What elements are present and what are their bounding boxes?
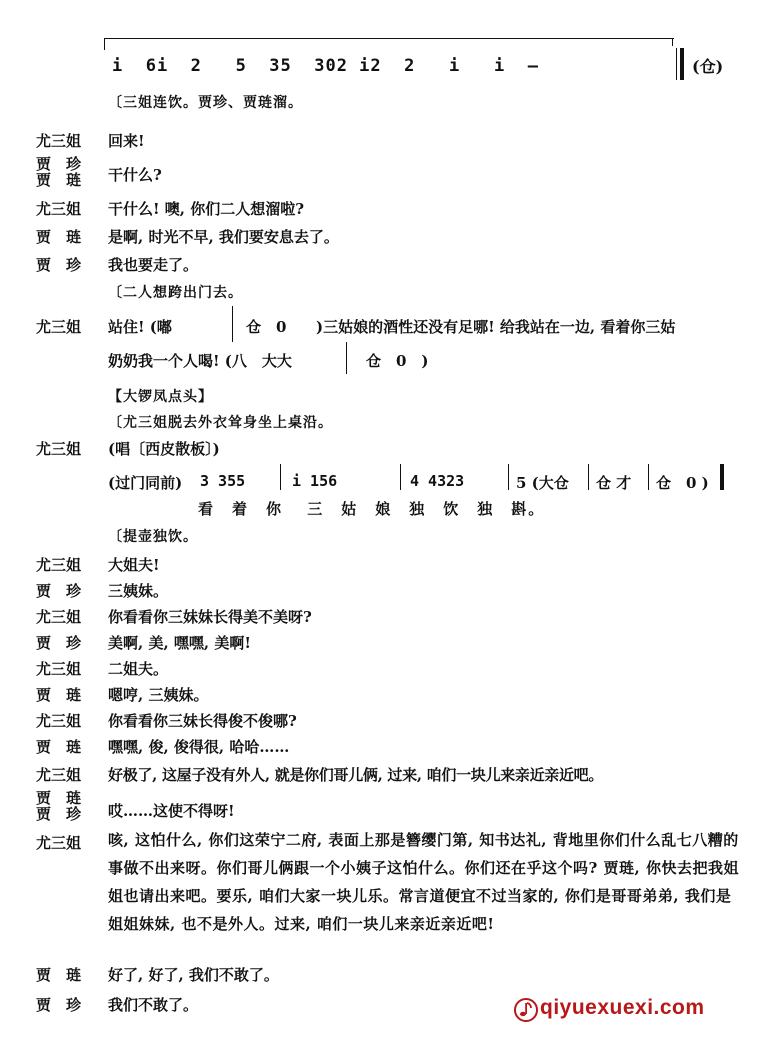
- stage-direction: 〔尤三姐脱去外衣耸身坐上桌沿。: [108, 415, 333, 431]
- speaker: 尤三姐: [36, 132, 82, 150]
- dialogue-line: [0, 350, 760, 376]
- dialogue-line: [0, 156, 760, 192]
- jianpu-notes: i 156: [292, 472, 338, 490]
- speech: 站住! (嘟: [108, 318, 172, 336]
- dialogue-line: [0, 438, 760, 464]
- barline: [508, 464, 509, 490]
- music-notation-row: [104, 38, 724, 88]
- speaker: 尤三姐: [36, 608, 82, 626]
- speaker: 贾 珍: [36, 805, 82, 823]
- dialogue-line: [0, 790, 760, 826]
- stage-direction: 〔三姐连饮。贾珍、贾琏溜。: [108, 95, 303, 111]
- speech: (唱〔西皮散板〕): [108, 440, 220, 458]
- stage-direction: 〔二人想跨出门去。: [108, 285, 243, 301]
- staff-left-tick: [104, 38, 105, 50]
- speaker: 尤三姐: [36, 556, 82, 574]
- speaker: 尤三姐: [36, 660, 82, 678]
- speech: 哎……这使不得呀!: [108, 802, 235, 820]
- speech: 奶奶我一个人喝! (八 大大: [108, 352, 292, 370]
- speaker: 贾 珍: [36, 634, 82, 652]
- barline: [588, 464, 589, 490]
- lyrics: 看 着 你 三 姑 娘 独 饮 独 斟。: [198, 500, 546, 518]
- speech: 好了, 好了, 我们不敢了。: [108, 966, 279, 984]
- speech: 二姐夫。: [108, 660, 169, 678]
- barline: [232, 306, 233, 342]
- music-line: [0, 470, 760, 520]
- speech: 美啊, 美, 嘿嘿, 美啊!: [108, 634, 251, 652]
- percussion-tail: (仓): [692, 57, 724, 76]
- barline: [280, 464, 281, 490]
- percussion: 仓 0 ): [366, 352, 429, 370]
- speaker: 贾 珍: [36, 996, 82, 1014]
- dialogue-line: [0, 554, 760, 580]
- dialogue-line: [0, 964, 760, 990]
- speaker: 贾 珍: [36, 256, 82, 274]
- jianpu-notes: 3 355: [200, 472, 246, 490]
- speech: 回来!: [108, 132, 145, 150]
- speech: 好极了, 这屋子没有外人, 就是你们哥儿俩, 过来, 咱们一块儿来亲近亲近吧。: [108, 766, 604, 784]
- speech: 我也要走了。: [108, 256, 199, 274]
- speaker: 贾 琏: [36, 789, 82, 807]
- speaker: 贾 珍: [36, 155, 82, 173]
- jianpu-notes: 4 4323: [410, 472, 465, 490]
- percussion: 仓 0: [246, 318, 287, 336]
- speaker: 尤三姐: [36, 712, 82, 730]
- speech: )三姑娘的酒性还没有足哪! 给我站在一边, 看着你三姑: [316, 318, 676, 336]
- speaker: 贾 琏: [36, 686, 82, 704]
- speaker: 尤三姐: [36, 766, 82, 784]
- dialogue-line: [0, 580, 760, 606]
- speech-paragraph: 咳, 这怕什么, 你们这荣宁二府, 表面上那是簪缨门第, 知书达礼, 背地里你们什么乱七八糟的事做不出来呀。你们哥儿俩跟一个小姨子这怕什么。你们还在乎这个吗? 贾琏, 你快去把我姐姐也请出来吧。要乐, 咱们大家一块儿乐。常言道便宜不过当家的, 你们是哥哥弟弟, 我们是姐姐妹妹, 也不是外人。过来, 咱们一块儿来亲近亲近吧!: [108, 831, 739, 933]
- dialogue-line: [0, 254, 760, 280]
- speaker: 贾 琏: [36, 171, 82, 189]
- dialogue-line: [0, 198, 760, 224]
- barline: [648, 464, 649, 490]
- dialogue-line: [0, 658, 760, 684]
- speech: 干什么! 噢, 你们二人想溜啦?: [108, 200, 305, 218]
- music-note-icon: [514, 998, 538, 1022]
- dialogue-line: [0, 684, 760, 710]
- dialogue-line: [0, 764, 760, 790]
- jianpu-notes: 5 (大仓: [516, 474, 569, 492]
- speaker: 尤三姐: [36, 834, 82, 852]
- stage-direction: 【大锣凤点头】: [108, 389, 213, 405]
- site-watermark: qiyuexuexi.com: [540, 996, 705, 1019]
- dialogue-line: [0, 710, 760, 736]
- speech: 大姐夫!: [108, 556, 160, 574]
- percussion: 仓 才: [596, 474, 632, 492]
- jianpu-notes: i 6i 2 5 35 302 i2 2 i i –: [112, 56, 539, 76]
- staff-top-line: [104, 38, 674, 39]
- dialogue-line: [0, 226, 760, 252]
- staff-right-tick: [672, 38, 673, 46]
- speech: 三姨妹。: [108, 582, 169, 600]
- speech: 干什么?: [108, 166, 162, 184]
- dialogue-line: [0, 632, 760, 658]
- barline: [400, 464, 401, 490]
- speech: 我们不敢了。: [108, 996, 199, 1014]
- speaker: 贾 珍: [36, 582, 82, 600]
- end-barline: [676, 48, 684, 80]
- dialogue-line: [0, 130, 760, 156]
- speech: 你看看你三妹长得俊不俊哪?: [108, 712, 297, 730]
- speaker: 贾 琏: [36, 228, 82, 246]
- end-barline: [720, 464, 724, 490]
- speech: 你看看你三妹妹长得美不美呀?: [108, 608, 312, 626]
- speech: 嘿嘿, 俊, 俊得很, 哈哈……: [108, 738, 290, 756]
- speech: 是啊, 时光不早, 我们要安息去了。: [108, 228, 339, 246]
- stage-direction: 〔提壶独饮。: [108, 529, 198, 545]
- dialogue-line: [0, 736, 760, 762]
- speaker: 尤三姐: [36, 200, 82, 218]
- speaker: 尤三姐: [36, 440, 82, 458]
- barline: [346, 342, 347, 374]
- dialogue-line: [0, 832, 760, 962]
- dialogue-line: [0, 316, 760, 342]
- speaker: 贾 琏: [36, 738, 82, 756]
- music-prefix: (过门同前): [108, 474, 183, 492]
- speaker: 贾 琏: [36, 966, 82, 984]
- speech: 嗯哼, 三姨妹。: [108, 686, 209, 704]
- dialogue-line: [0, 606, 760, 632]
- speaker: 尤三姐: [36, 318, 82, 336]
- percussion: 仓 0 ): [656, 474, 709, 492]
